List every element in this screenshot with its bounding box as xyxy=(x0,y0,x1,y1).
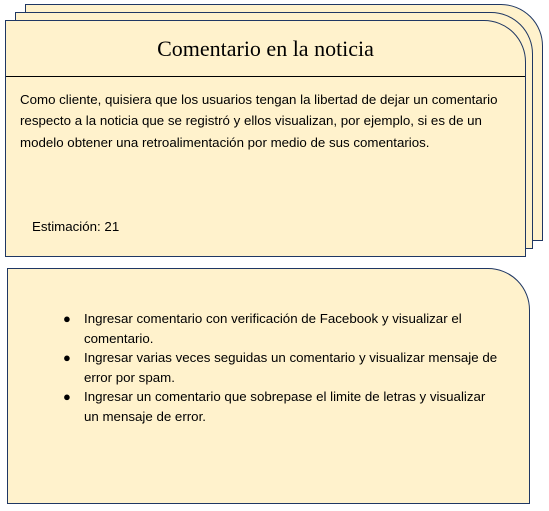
list-item xyxy=(63,387,503,426)
story-estimate: Estimación: 21 xyxy=(32,219,120,234)
card-title: Comentario en la noticia xyxy=(6,21,525,77)
list-item xyxy=(63,348,503,387)
criteria-text: Ingresar varias veces seguidas un comentario y visualizar mensaje de error por spam. xyxy=(84,350,498,385)
story-description: Como cliente, quisiera que los usuarios tengan la libertad de dejar un comentario respecto a la noticia que se registró y ellos visualizan, por ejemplo, si es de un modelo obtener una retroalimentación por medio de sus comentarios. xyxy=(20,92,498,150)
criteria-list xyxy=(63,309,503,426)
bullet-icon: ● xyxy=(63,389,71,404)
acceptance-criteria-card xyxy=(7,268,530,504)
bullet-icon: ● xyxy=(63,311,71,326)
list-item xyxy=(63,309,503,348)
user-story-card xyxy=(5,20,526,257)
bullet-icon: ● xyxy=(63,350,71,365)
criteria-text: Ingresar un comentario que sobrepase el limite de letras y visualizar un mensaje de error. xyxy=(84,389,486,424)
criteria-text: Ingresar comentario con verificación de Facebook y visualizar el comentario. xyxy=(84,311,462,346)
